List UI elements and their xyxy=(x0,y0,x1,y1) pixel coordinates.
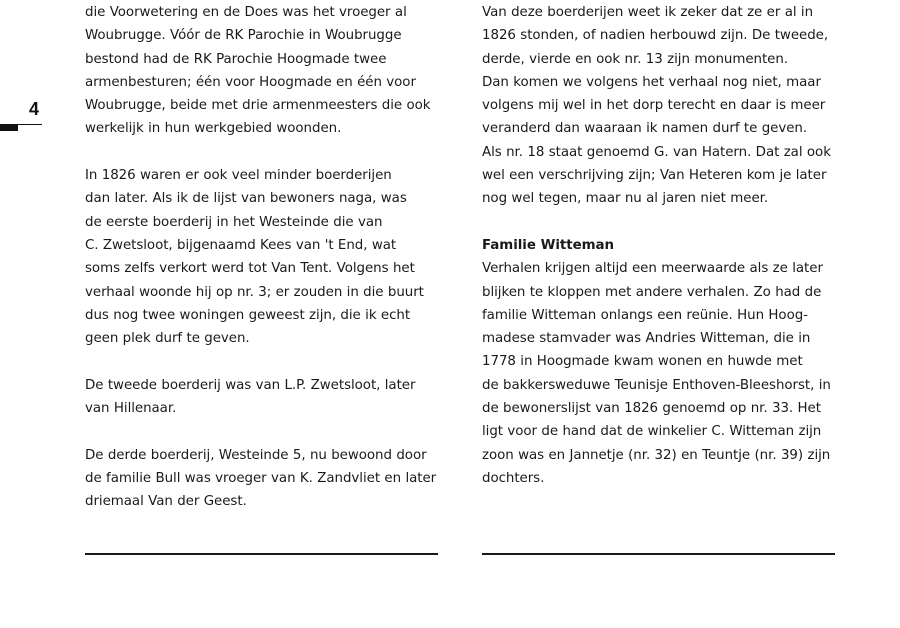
text-line: veranderd dan waaraan ik namen durf te geven. xyxy=(482,121,808,137)
text-line: familie Witteman onlangs een reünie. Hun Hoog- xyxy=(482,307,808,323)
text-line: Van deze boerderijen weet ik zeker dat ze er al in xyxy=(482,5,814,20)
text-line: dochters. xyxy=(482,470,545,486)
text-line: blijken te kloppen met andere verhalen. Zo had de xyxy=(482,284,822,300)
text-line: Dan komen we volgens het verhaal nog niet, maar xyxy=(482,74,821,90)
paragraph-boerderijen-1826 xyxy=(85,164,457,350)
right-column-rule xyxy=(482,553,835,555)
text-line: verhaal woonde hij op nr. 3; er zouden in die buurt xyxy=(85,284,424,300)
text-line: ligt voor de hand dat de winkelier C. Witteman zijn xyxy=(482,424,822,440)
text-line: Verhalen krijgen altijd een meerwaarde als ze later xyxy=(482,261,823,277)
text-line: In 1826 waren er ook veel minder boerderijen xyxy=(85,168,392,184)
page-number-rule xyxy=(18,124,42,125)
page-number: 4 xyxy=(29,99,40,119)
text-line: C. Zwetsloot, bijgenaamd Kees van 't End, wat xyxy=(85,237,397,253)
paragraph-monumenten xyxy=(482,1,854,211)
text-line: de bakkersweduwe Teunisje Enthoven-Bleeshorst, in xyxy=(482,377,831,393)
paragraph-tweede-boerderij xyxy=(85,374,457,421)
left-text-column xyxy=(85,1,457,537)
text-line: soms zelfs verkort werd tot Van Tent. Volgens het xyxy=(85,261,415,277)
text-line: armenbesturen; één voor Hoogmade en één voor xyxy=(85,74,416,90)
right-text-column xyxy=(482,1,854,514)
text-line: zoon was en Jannetje (nr. 32) en Teuntje (nr. 39) zijn xyxy=(482,447,831,463)
text-line: 1826 stonden, of nadien herbouwd zijn. De tweede, xyxy=(482,28,829,44)
text-line: geen plek durf te geven. xyxy=(85,331,250,347)
text-line: madese stamvader was Andries Witteman, die in xyxy=(482,331,811,347)
text-line: bestond had de RK Parochie Hoogmade twee xyxy=(85,51,387,67)
section-heading: Familie Witteman xyxy=(482,237,615,253)
text-line: van Hillenaar. xyxy=(85,401,177,417)
section-familie-witteman xyxy=(482,234,854,490)
text-line: 1778 in Hoogmade kwam wonen en huwde met xyxy=(482,354,803,370)
left-column-rule xyxy=(85,553,438,555)
text-line: Woubrugge, beide met drie armenmeesters die ook xyxy=(85,98,431,114)
text-line: volgens mij wel in het dorp terecht en daar is meer xyxy=(482,98,826,114)
text-line: de eerste boerderij in het Westeinde die van xyxy=(85,214,383,230)
text-line: derde, vierde en ook nr. 13 zijn monumenten. xyxy=(482,51,788,67)
text-line: driemaal Van der Geest. xyxy=(85,494,247,510)
text-line: Als nr. 18 staat genoemd G. van Hatern. Dat zal ook xyxy=(482,144,831,160)
paragraph-armenbesturen xyxy=(85,1,457,141)
paragraph-derde-boerderij xyxy=(85,444,457,514)
text-line: de familie Bull was vroeger van K. Zandvliet en later xyxy=(85,470,437,486)
text-line: De derde boerderij, Westeinde 5, nu bewoond door xyxy=(85,447,427,463)
text-line: dan later. Als ik de lijst van bewoners naga, was xyxy=(85,191,407,207)
text-line: De tweede boerderij was van L.P. Zwetsloot, later xyxy=(85,377,416,393)
text-line: dus nog twee woningen geweest zijn, die ik echt xyxy=(85,307,411,323)
text-line: die Voorwetering en de Does was het vroeger al xyxy=(85,5,407,20)
text-line: Woubrugge. Vóór de RK Parochie in Woubrugge xyxy=(85,28,402,44)
text-line: de bewonerslijst van 1826 genoemd op nr. 33. Het xyxy=(482,401,821,417)
text-line: werkelijk in hun werkgebied woonden. xyxy=(85,121,342,137)
text-line: nog wel tegen, maar nu al jaren niet meer. xyxy=(482,191,769,207)
text-line: wel een verschrijving zijn; Van Heteren kom je later xyxy=(482,168,827,184)
page-number-marker xyxy=(0,124,18,131)
